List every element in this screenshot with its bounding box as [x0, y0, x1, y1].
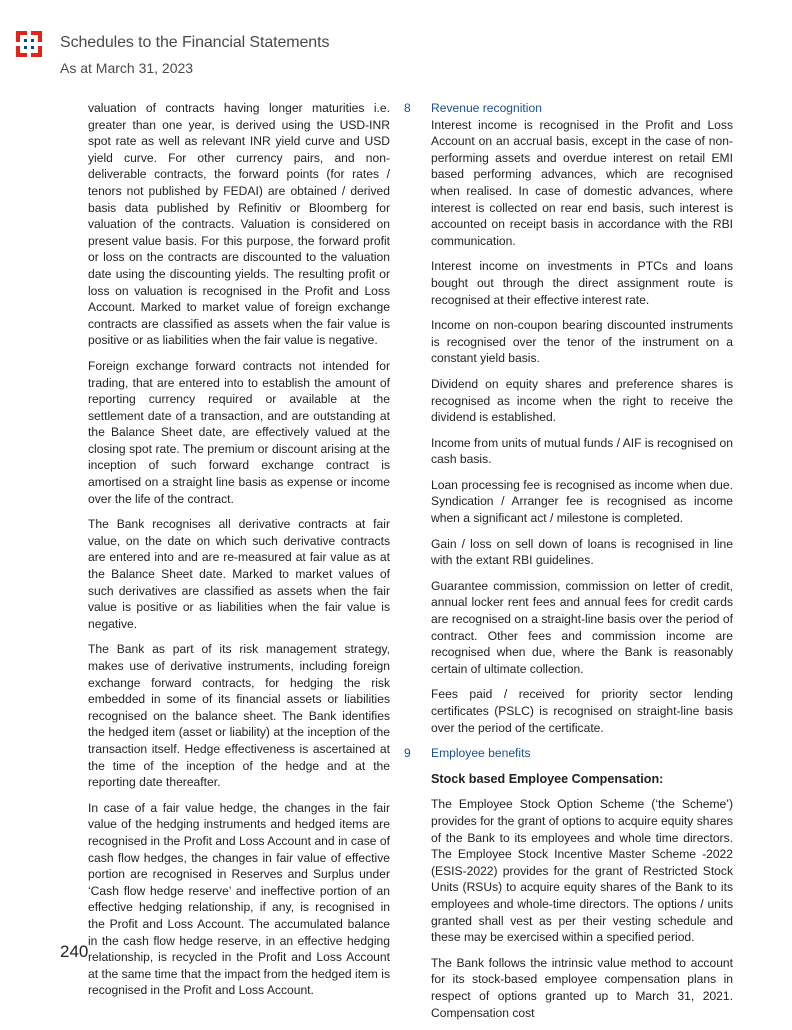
paragraph: Gain / loss on sell down of loans is recognised in line with the extant RBI guidelines. [431, 536, 733, 568]
paragraph: Guarantee commission, commission on letter of credit, annual locker rent fees and annual fees for credit cards are recognised on a straight-line basis over the period of contract. Other fees and commission income are recognised when due, where the Bank is reasonably certain of ultimate collection. [431, 578, 733, 676]
page-date: As at March 31, 2023 [60, 60, 194, 76]
right-column [404, 100, 733, 1030]
paragraph: Loan processing fee is recognised as income when due. Syndication / Arranger fee is recognised as income when a significant act / milestone is completed. [431, 477, 733, 526]
paragraph: Interest income is recognised in the Profit and Loss Account on an accrual basis, except in the case of non-performing assets and overdue interest on retail EMI based performing advances, which are recognised when realised. In case of domestic advances, where interest is collected on rear end basis, such interest is accounted on receipt basis in accordance with the RBI communication. [431, 117, 733, 248]
paragraph: valuation of contracts having longer maturities i.e. greater than one year, is derived using the USD-INR spot rate as well as relevant INR yield curve and USD yield curve. For other currency pairs, and non-deliverable contracts, the forward points (for rates / tenors not published by FEDAI) are obtained / derived basis data published by Refinitiv or Bloomberg for valuation of the contracts. Valuation is considered on present value basis. For this purpose, the forward profit or loss on the contracts are discounted to the valuation date using the discounting yields. The resulting profit or loss on valuation is recognised in the Profit and Loss Account. Marked to market value of foreign exchange contracts are classified as assets when the fair value is positive or as liabilities when the fair value is negative. [88, 101, 390, 348]
paragraph: Income from units of mutual funds / AIF is recognised on cash basis. [431, 435, 733, 467]
section-heading: Revenue recognition [431, 101, 542, 115]
paragraph: The Bank as part of its risk management strategy, makes use of derivative instruments, including foreign exchange forward contracts, for hedging the risk embedded in some of its financial assets or liabilities recognised on the balance sheet. The Bank identifies the hedged item (asset or liability) at the inception of the transaction itself. Hedge effectiveness is ascertained at the time of the inception of the hedge and at the reporting date thereafter. [88, 642, 390, 790]
page-number: 240 [60, 942, 89, 961]
paragraph: Dividend on equity shares and preference shares is recognised as income when the right to receive the dividend is established. [431, 376, 733, 425]
left-column [88, 100, 390, 1008]
bank-logo-icon [16, 31, 42, 57]
section-revenue-recognition [404, 100, 733, 736]
section-number: 9 [404, 746, 411, 761]
paragraph: In case of a fair value hedge, the changes in the fair value of the hedging instruments and hedged items are recognised in the Profit and Loss Account and in case of cash flow hedges, the changes in fair value of effective portion are recognised in Reserves and Surplus under ‘Cash flow hedge reserve’ and ineffective portion of an effective hedging relationship, if any, is recognised in the Profit and Loss Account. The accumulated balance in the cash flow hedge reserve, in an effective hedging relationship, is recycled in the Profit and Loss Account at the same time that the impact from the hedged item is recognised in the Profit and Loss Account. [88, 800, 390, 998]
section-employee-benefits [404, 745, 733, 1021]
paragraph: Foreign exchange forward contracts not intended for trading, that are entered into to establish the amount of reporting currency required or available at the settlement date of a transaction, and are outstanding at the Balance Sheet date, are effectively valued at the closing spot rate. The premium or discount arising at the inception of such forward exchange contract is amortised on a straight line basis as expense or income over the life of the contract. [88, 358, 390, 506]
paragraph: Fees paid / received for priority sector lending certificates (PSLC) is recognised on straight-line basis over the period of the certificate. [431, 687, 733, 735]
paragraph: The Bank follows the intrinsic value method to account for its stock-based employee compensation plans in respect of options granted up to March 31, 2021. Compensation cost [431, 955, 733, 1020]
sub-heading: Stock based Employee Compensation: [431, 771, 664, 786]
section-heading: Employee benefits [431, 746, 531, 761]
paragraph: The Employee Stock Option Scheme (‘the Scheme’) provides for the grant of options to acquire equity shares of the Bank to its employees and whole time directors. The Employee Stock Incentive Master Scheme -2022 (ESIS-2022) provides for the grant of Restricted Stock Units (RSUs) to acquire equity shares of the Bank to its employees and whole-time directors. The options / units granted shall vest as per their vesting schedule and these may be exercised within a specified period. [431, 797, 733, 945]
page-title: Schedules to the Financial Statements [60, 34, 330, 51]
paragraph: The Bank recognises all derivative contracts at fair value, on the date on which such derivative contracts are entered into and are re-measured at fair value as at the Balance Sheet date. Marked to market values of such derivatives are classified as assets when the fair value is positive or as liabilities when the fair value is negative. [88, 517, 390, 631]
section-number: 8 [404, 101, 411, 115]
paragraph: Income on non-coupon bearing discounted instruments is recognised over the tenor of the instrument on a constant yield basis. [431, 318, 733, 366]
paragraph: Interest income on investments in PTCs and loans bought out through the direct assignment route is recognised at their effective interest rate. [431, 259, 733, 307]
